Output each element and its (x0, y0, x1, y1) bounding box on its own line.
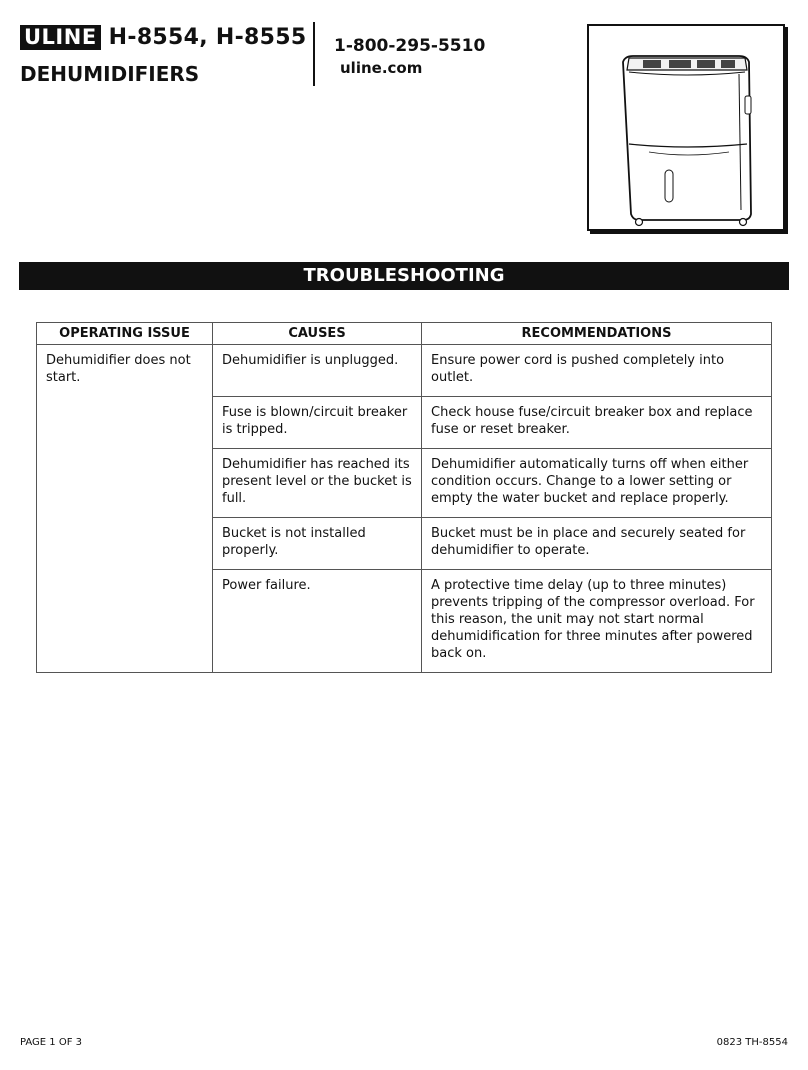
cause-cell: Fuse is blown/circuit breaker is tripped. (213, 397, 422, 449)
website-link: uline.com (340, 59, 423, 77)
uline-logo: ULINE (20, 25, 101, 50)
table-header-row (37, 323, 772, 345)
product-title: DEHUMIDIFIERS (20, 62, 200, 86)
recommendation-cell: Check house fuse/circuit breaker box and replace fuse or reset breaker. (422, 397, 772, 449)
recommendation-cell: Bucket must be in place and securely seated for dehumidifier to operate. (422, 518, 772, 570)
recommendation-cell: A protective time delay (up to three minutes) prevents tripping of the compressor overload. For this reason, the unit may not start normal dehumidification for three minutes after powered back on. (422, 570, 772, 673)
recommendation-cell: Ensure power cord is pushed completely into outlet. (422, 345, 772, 397)
cause-cell: Bucket is not installed properly. (213, 518, 422, 570)
recommendation-cell: Dehumidifier automatically turns off when either condition occurs. Change to a lower setting or empty the water bucket and replace properly. (422, 449, 772, 518)
cause-cell: Dehumidifier is unplugged. (213, 345, 422, 397)
page-number: PAGE 1 OF 3 (20, 1037, 83, 1048)
model-numbers: H-8554, H-8555 (108, 25, 307, 50)
dehumidifier-illustration (587, 24, 785, 231)
header-causes: CAUSES (213, 323, 422, 345)
brand-header (20, 25, 306, 50)
header-operating-issue: OPERATING ISSUE (37, 323, 213, 345)
section-banner: TROUBLESHOOTING (19, 262, 789, 290)
cause-cell: Dehumidifier has reached its present level or the bucket is full. (213, 449, 422, 518)
header-divider (313, 22, 315, 86)
phone-number: 1-800-295-5510 (334, 36, 486, 56)
dehumidifier-icon (589, 26, 783, 229)
header-recommendations: RECOMMENDATIONS (422, 323, 772, 345)
cause-cell: Power failure. (213, 570, 422, 673)
table-row (37, 345, 772, 397)
document-code: 0823 TH-8554 (716, 1037, 788, 1048)
issue-cell: Dehumidifier does not start. (37, 345, 213, 673)
troubleshooting-table (36, 322, 772, 673)
